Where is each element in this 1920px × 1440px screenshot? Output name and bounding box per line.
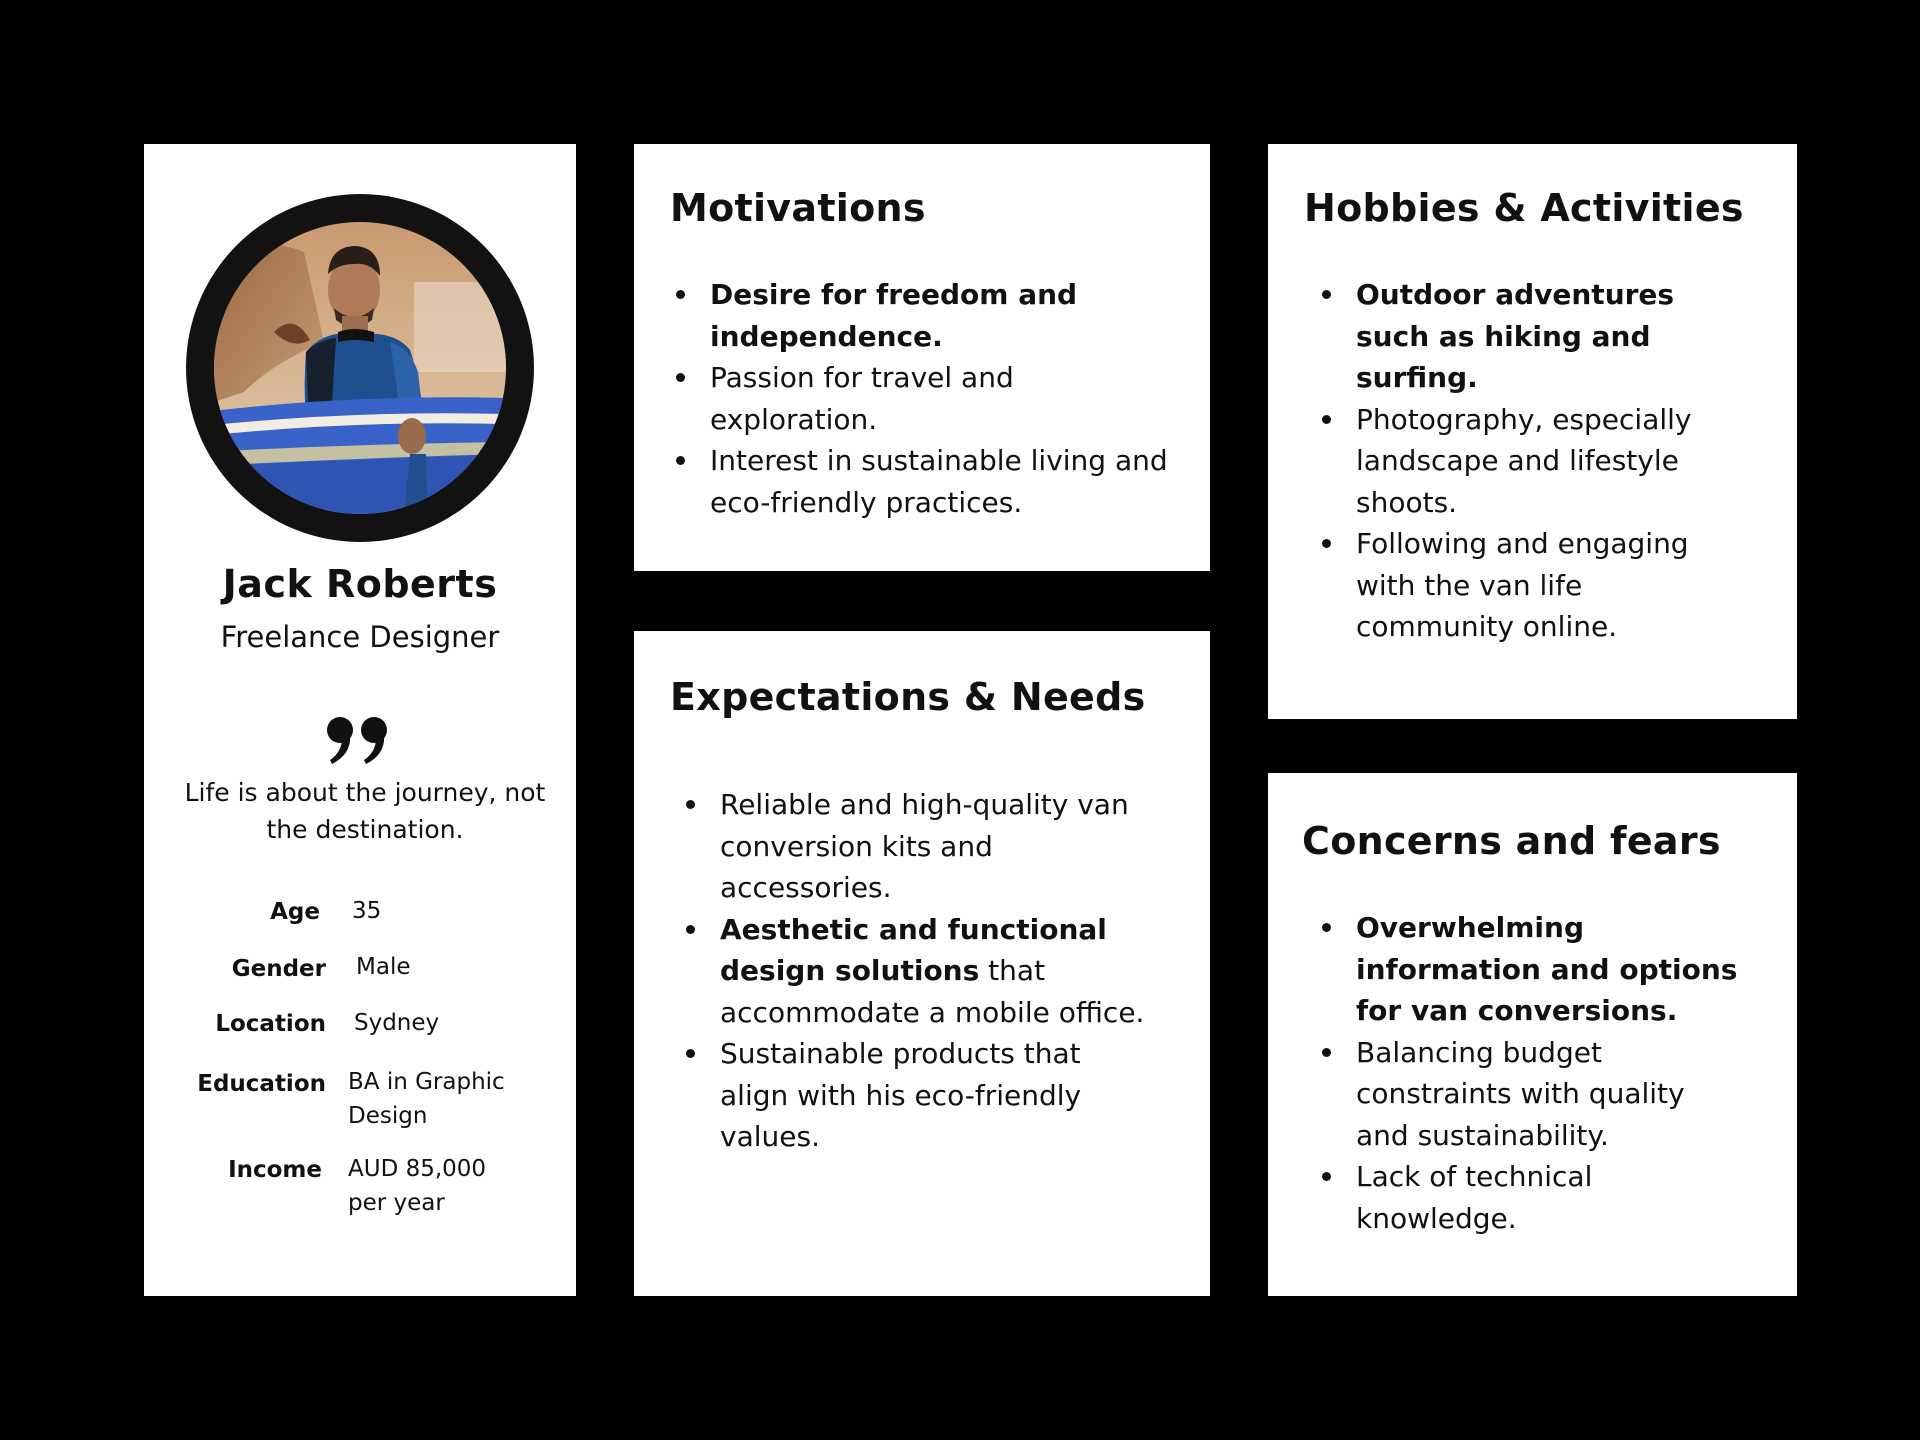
list-item: Balancing budget constraints with quality and sustainability. [1318, 1032, 1738, 1157]
concerns-title: Concerns and fears [1302, 819, 1721, 863]
avatar-photo [214, 222, 506, 514]
income-label: Income [228, 1157, 322, 1183]
concerns-list [1318, 907, 1738, 1239]
persona-role: Freelance Designer [220, 620, 500, 654]
gender-label: Gender [231, 956, 326, 982]
profile-card [144, 144, 576, 1296]
hobbies-list [1318, 274, 1728, 648]
motivations-title: Motivations [670, 186, 926, 230]
motivations-card [634, 144, 1210, 571]
list-item: Desire for freedom and independence. [672, 274, 1172, 357]
list-item: Interest in sustainable living and eco-friendly practices. [672, 440, 1172, 523]
persona-quote: Life is about the journey, not the destination. [184, 778, 546, 844]
list-item: Lack of technical knowledge. [1318, 1156, 1738, 1239]
concerns-card [1268, 773, 1797, 1296]
list-item: Sustainable products that align with his eco-friendly values. [682, 1033, 1152, 1158]
hobbies-card [1268, 144, 1797, 719]
location-value: Sydney [354, 1010, 440, 1036]
expectations-list [682, 784, 1152, 1158]
education-value: BA in Graphic Design [348, 1069, 505, 1129]
age-value: 35 [352, 898, 382, 924]
expectations-title: Expectations & Needs [670, 675, 1146, 719]
income-value: AUD 85,000 per year [348, 1156, 487, 1216]
age-label: Age [270, 899, 320, 925]
list-item: Outdoor adventures such as hiking and surfing. [1318, 274, 1728, 399]
motivations-list [672, 274, 1172, 523]
hobbies-title: Hobbies & Activities [1304, 186, 1744, 230]
list-item: Reliable and high-quality van conversion kits and accessories. [682, 784, 1152, 909]
location-label: Location [215, 1011, 326, 1037]
list-item: Photography, especially landscape and lifestyle shoots. [1318, 399, 1728, 524]
education-label: Education [197, 1071, 326, 1097]
gender-value: Male [356, 954, 411, 980]
list-item: Overwhelming information and options for van conversions. [1318, 907, 1738, 1032]
expectations-card [634, 631, 1210, 1296]
list-item: Passion for travel and exploration. [672, 357, 1172, 440]
list-item: Following and engaging with the van life community online. [1318, 523, 1728, 648]
quote-icon [326, 716, 392, 766]
avatar [186, 194, 534, 542]
persona-name: Jack Roberts [222, 562, 498, 606]
list-item: Aesthetic and functional design solutions that accommodate a mobile office. [682, 909, 1152, 1034]
